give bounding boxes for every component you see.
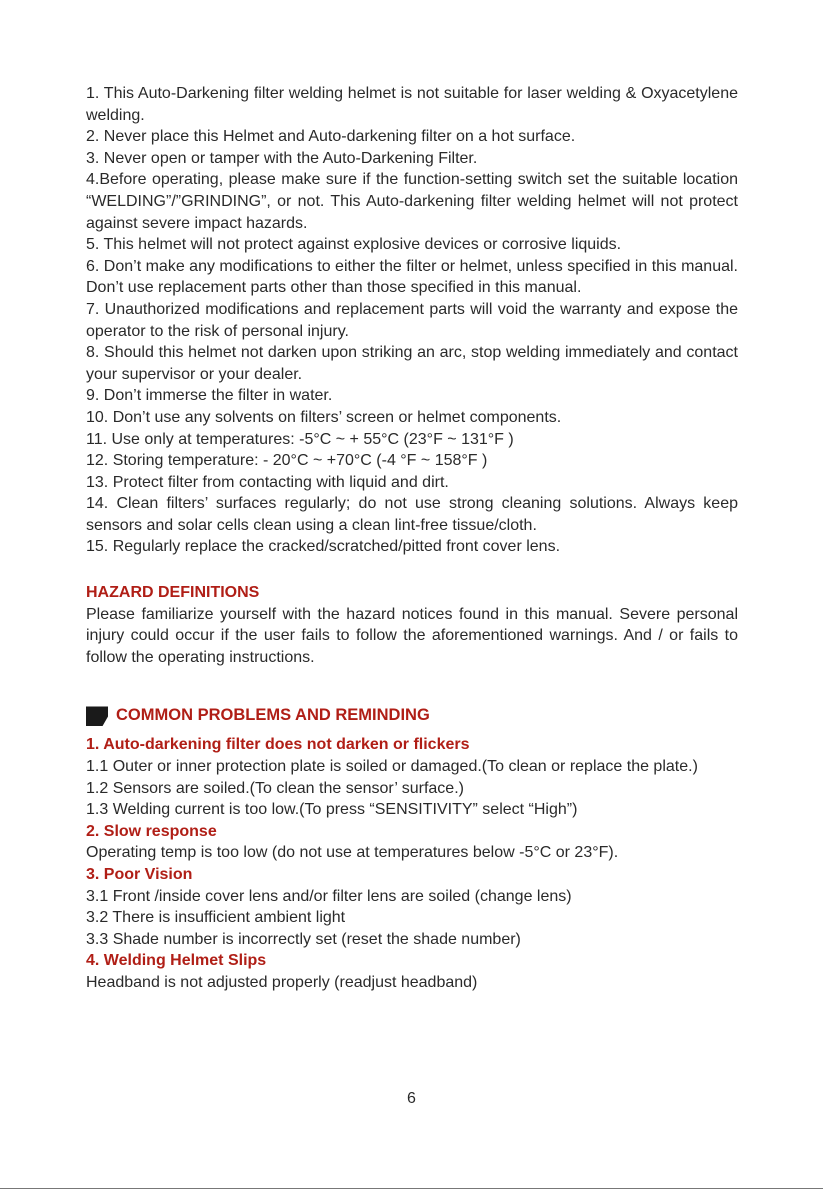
page-number: 6 [407,1090,416,1107]
warning-item: 3. Never open or tamper with the Auto-Darkening Filter. [86,149,478,167]
warning-item: 11. Use only at temperatures: -5°C ~ + 55°C (23°F ~ 131°F ) [86,430,514,448]
bottom-divider [0,1188,823,1189]
warning-item: 10. Don’t use any solvents on filters’ screen or helmet components. [86,408,562,426]
issue-line: 3.1 Front /inside cover lens and/or filter lens are soiled (change lens) [86,887,572,905]
warning-item: 12. Storing temperature: - 20°C ~ +70°C (-4 °F ~ 158°F ) [86,452,488,470]
issue-block [86,734,738,820]
warning-item: 9. Don’t immerse the filter in water. [86,387,333,405]
issue-block [86,864,738,950]
warning-item: 7. Unauthorized modifications and replacement parts will void the warranty and expose the operator to the risk of personal injury. [86,300,738,340]
common-problems-title-text: COMMON PROBLEMS AND REMINDING [116,706,430,725]
issue-heading: 4. Welding Helmet Slips [86,952,267,970]
warning-item: 2. Never place this Helmet and Auto-darkening filter on a hot surface. [86,128,576,146]
warning-item: 5. This helmet will not protect against explosive devices or corrosive liquids. [86,236,622,254]
issue-block [86,950,738,993]
issue-block [86,821,738,864]
issue-heading: 2. Slow response [86,822,217,840]
hazard-definitions-section [86,582,738,668]
warning-item: 6. Don’t make any modifications to either the filter or helmet, unless specified in this manual. Don’t use replacement parts other than those specified in this manual. [86,257,738,297]
manual-page-content [86,83,738,994]
warning-item: 13. Protect filter from contacting with liquid and dirt. [86,473,449,491]
common-problems-title [86,704,738,726]
issue-line: 3.2 There is insufficient ambient light [86,909,346,927]
warning-item: 8. Should this helmet not darken upon striking an arc, stop welding immediately and contact your supervisor or your dealer. [86,344,738,383]
issue-line: Headband is not adjusted properly (readjust headband) [86,973,478,991]
issue-line: 1.2 Sensors are soiled.(To clean the sensor’ surface.) [86,779,464,797]
issue-line: 3.3 Shade number is incorrectly set (reset the shade number) [86,930,521,948]
safety-warnings-list [86,83,738,558]
issue-heading: 1. Auto-darkening filter does not darken or flickers [86,736,470,754]
warning-item: 15. Regularly replace the cracked/scratched/pitted front cover lens. [86,538,561,556]
common-problems-section [86,704,738,993]
issue-line: Operating temp is too low (do not use at temperatures below -5°C or 23°F). [86,844,619,862]
hazard-heading: HAZARD DEFINITIONS [86,584,260,602]
warning-item: 14. Clean filters’ surfaces regularly; do not use strong cleaning solutions. Always keep sensors and solar cells clean using a clean lint-free tissue/cloth. [86,495,738,534]
issue-line: 1.3 Welding current is too low.(To press “SENSITIVITY” select “High”) [86,801,578,819]
issue-line: 1.1 Outer or inner protection plate is soiled or damaged.(To clean or replace the plate.) [86,758,698,776]
issue-heading: 3. Poor Vision [86,866,193,883]
triangle-marker-icon [86,706,108,726]
hazard-text: Please familiarize yourself with the hazard notices found in this manual. Severe personal injury could occur if the user fails to follow the aforementioned warnings. And / or fails to follow the operating instructions. [86,605,738,666]
warning-item: 1. This Auto-Darkening filter welding helmet is not suitable for laser welding & Oxyacetylene welding. [86,85,738,124]
warning-item: 4.Before operating, please make sure if the function-setting switch set the suitable location “WELDING”/”GRINDING”, or not. This Auto-darkening filter welding helmet will not protect against severe impact hazards. [86,171,738,232]
